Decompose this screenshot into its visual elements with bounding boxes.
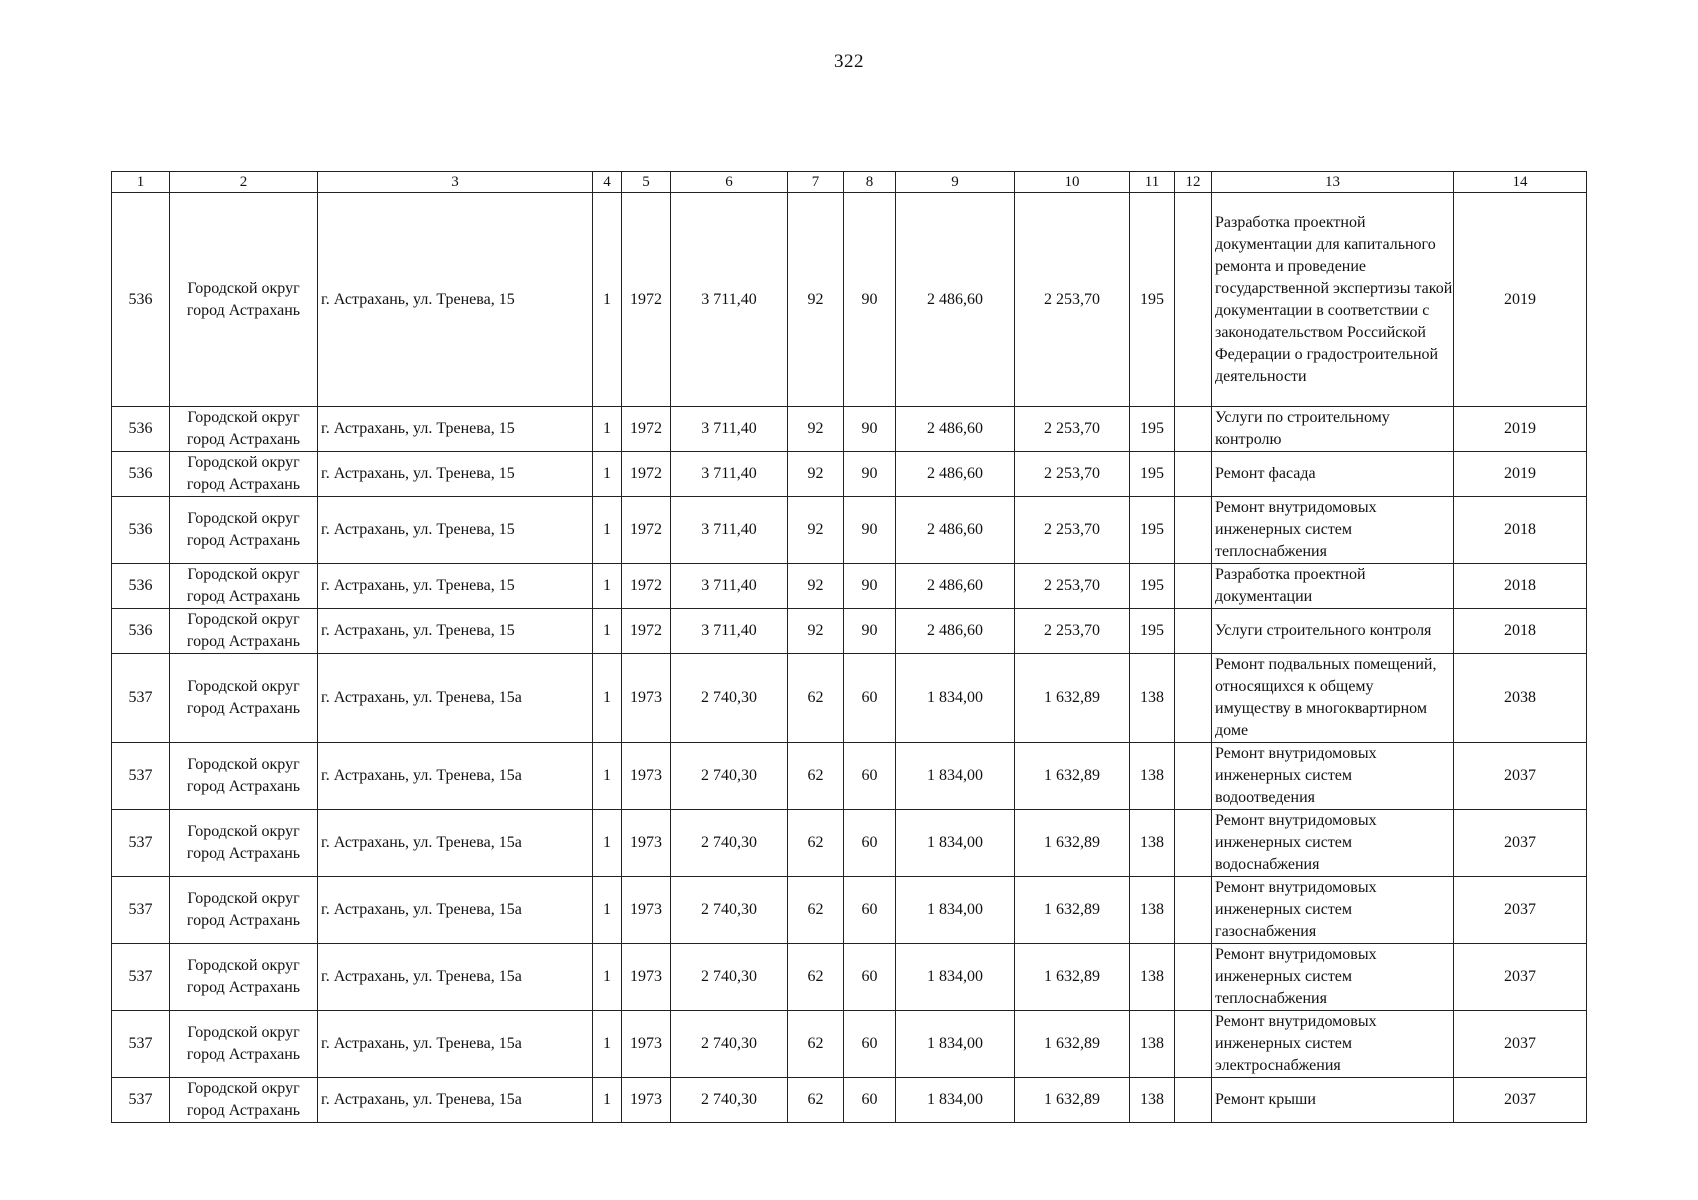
column-header-3: 3 xyxy=(318,172,593,193)
municipality-text: Городской округ город Астрахань xyxy=(186,454,301,493)
cell-total-area: 2 740,30 xyxy=(671,1011,788,1078)
cell-extra xyxy=(1175,1078,1212,1123)
table-row xyxy=(112,1078,1587,1123)
cell-build-year: 1973 xyxy=(622,810,671,877)
cell-address: г. Астрахань, ул. Тренева, 15 xyxy=(318,497,593,564)
cell-total-area: 3 711,40 xyxy=(671,407,788,452)
cell-living-area: 2 486,60 xyxy=(896,497,1015,564)
cell-build-year: 1973 xyxy=(622,944,671,1011)
column-header-10: 10 xyxy=(1015,172,1130,193)
cell-residents: 195 xyxy=(1130,609,1175,654)
cell-municipality xyxy=(170,407,318,452)
column-header-1: 1 xyxy=(112,172,170,193)
cell-total-area: 2 740,30 xyxy=(671,654,788,743)
municipality-text: Городской округ город Астрахань xyxy=(186,890,301,929)
cell-owners-area: 2 253,70 xyxy=(1015,497,1130,564)
cell-flats-residential: 90 xyxy=(844,193,896,407)
cell-planned-year: 2019 xyxy=(1454,193,1587,407)
cell-row-number: 537 xyxy=(112,877,170,944)
cell-municipality xyxy=(170,609,318,654)
page-number: 322 xyxy=(834,51,864,72)
cell-planned-year: 2019 xyxy=(1454,452,1587,497)
municipality-text: Городской округ город Астрахань xyxy=(186,1024,301,1063)
table-row xyxy=(112,407,1587,452)
cell-work-type: Ремонт внутридомовых инженерных систем теплоснабжения xyxy=(1212,944,1454,1011)
column-header-6: 6 xyxy=(671,172,788,193)
cell-municipality xyxy=(170,564,318,609)
cell-total-area: 2 740,30 xyxy=(671,1078,788,1123)
cell-planned-year: 2037 xyxy=(1454,1011,1587,1078)
cell-flats-total: 62 xyxy=(788,1011,844,1078)
cell-flats-total: 92 xyxy=(788,193,844,407)
cell-build-year: 1973 xyxy=(622,1011,671,1078)
cell-work-type: Ремонт внутридомовых инженерных систем теплоснабжения xyxy=(1212,497,1454,564)
cell-flats-total: 62 xyxy=(788,654,844,743)
cell-flats-residential: 90 xyxy=(844,452,896,497)
cell-residents: 138 xyxy=(1130,944,1175,1011)
cell-living-area: 2 486,60 xyxy=(896,452,1015,497)
cell-municipality xyxy=(170,654,318,743)
municipality-text: Городской округ город Астрахань xyxy=(186,756,301,795)
cell-build-year: 1972 xyxy=(622,609,671,654)
cell-address: г. Астрахань, ул. Тренева, 15 xyxy=(318,452,593,497)
table-row xyxy=(112,564,1587,609)
cell-sections: 1 xyxy=(593,877,622,944)
cell-flats-total: 92 xyxy=(788,609,844,654)
cell-municipality xyxy=(170,810,318,877)
municipality-text: Городской округ город Астрахань xyxy=(186,409,301,448)
cell-planned-year: 2018 xyxy=(1454,609,1587,654)
cell-flats-residential: 60 xyxy=(844,877,896,944)
cell-living-area: 1 834,00 xyxy=(896,877,1015,944)
cell-municipality xyxy=(170,1011,318,1078)
table-body xyxy=(112,172,1587,1123)
cell-owners-area: 1 632,89 xyxy=(1015,1078,1130,1123)
cell-address: г. Астрахань, ул. Тренева, 15а xyxy=(318,654,593,743)
cell-address: г. Астрахань, ул. Тренева, 15 xyxy=(318,609,593,654)
cell-row-number: 536 xyxy=(112,452,170,497)
cell-flats-total: 62 xyxy=(788,810,844,877)
cell-extra xyxy=(1175,564,1212,609)
cell-total-area: 3 711,40 xyxy=(671,193,788,407)
cell-flats-residential: 60 xyxy=(844,1078,896,1123)
cell-living-area: 1 834,00 xyxy=(896,944,1015,1011)
column-header-13: 13 xyxy=(1212,172,1454,193)
cell-row-number: 537 xyxy=(112,810,170,877)
cell-flats-residential: 90 xyxy=(844,407,896,452)
cell-extra xyxy=(1175,743,1212,810)
cell-address: г. Астрахань, ул. Тренева, 15а xyxy=(318,944,593,1011)
cell-planned-year: 2038 xyxy=(1454,654,1587,743)
cell-owners-area: 2 253,70 xyxy=(1015,609,1130,654)
cell-work-type: Ремонт внутридомовых инженерных систем газоснабжения xyxy=(1212,877,1454,944)
cell-extra xyxy=(1175,193,1212,407)
cell-owners-area: 1 632,89 xyxy=(1015,810,1130,877)
cell-work-type: Ремонт внутридомовых инженерных систем водоотведения xyxy=(1212,743,1454,810)
cell-row-number: 537 xyxy=(112,944,170,1011)
cell-total-area: 2 740,30 xyxy=(671,743,788,810)
repair-program-table xyxy=(111,171,1587,1123)
cell-row-number: 537 xyxy=(112,654,170,743)
cell-planned-year: 2037 xyxy=(1454,877,1587,944)
municipality-text: Городской округ город Астрахань xyxy=(186,611,301,650)
cell-work-type: Разработка проектной документации xyxy=(1212,564,1454,609)
cell-flats-residential: 60 xyxy=(844,810,896,877)
cell-residents: 138 xyxy=(1130,1011,1175,1078)
cell-extra xyxy=(1175,944,1212,1011)
cell-residents: 195 xyxy=(1130,497,1175,564)
cell-extra xyxy=(1175,452,1212,497)
table-row xyxy=(112,877,1587,944)
cell-row-number: 537 xyxy=(112,1078,170,1123)
cell-total-area: 3 711,40 xyxy=(671,564,788,609)
cell-flats-total: 92 xyxy=(788,564,844,609)
cell-total-area: 3 711,40 xyxy=(671,452,788,497)
cell-extra xyxy=(1175,609,1212,654)
cell-living-area: 1 834,00 xyxy=(896,654,1015,743)
cell-build-year: 1973 xyxy=(622,1078,671,1123)
cell-residents: 138 xyxy=(1130,743,1175,810)
cell-living-area: 2 486,60 xyxy=(896,609,1015,654)
cell-row-number: 536 xyxy=(112,609,170,654)
table-row xyxy=(112,743,1587,810)
municipality-text: Городской округ город Астрахань xyxy=(186,566,301,605)
column-header-4: 4 xyxy=(593,172,622,193)
cell-row-number: 536 xyxy=(112,407,170,452)
cell-residents: 138 xyxy=(1130,654,1175,743)
cell-owners-area: 2 253,70 xyxy=(1015,193,1130,407)
column-header-9: 9 xyxy=(896,172,1015,193)
cell-flats-residential: 90 xyxy=(844,497,896,564)
cell-address: г. Астрахань, ул. Тренева, 15а xyxy=(318,1011,593,1078)
cell-work-type: Разработка проектной документации для капитального ремонта и проведение государственной экспертизы такой документации в соответствии с законодательством Российской Федерации о градостроительной деятельности xyxy=(1212,193,1454,407)
cell-residents: 195 xyxy=(1130,407,1175,452)
cell-address: г. Астрахань, ул. Тренева, 15 xyxy=(318,193,593,407)
cell-build-year: 1973 xyxy=(622,877,671,944)
cell-living-area: 2 486,60 xyxy=(896,193,1015,407)
cell-extra xyxy=(1175,407,1212,452)
table-row xyxy=(112,452,1587,497)
cell-living-area: 2 486,60 xyxy=(896,407,1015,452)
cell-residents: 195 xyxy=(1130,193,1175,407)
cell-total-area: 2 740,30 xyxy=(671,810,788,877)
column-header-12: 12 xyxy=(1175,172,1212,193)
cell-extra xyxy=(1175,654,1212,743)
cell-extra xyxy=(1175,810,1212,877)
cell-municipality xyxy=(170,1078,318,1123)
cell-sections: 1 xyxy=(593,497,622,564)
cell-municipality xyxy=(170,877,318,944)
cell-work-type: Ремонт внутридомовых инженерных систем водоснабжения xyxy=(1212,810,1454,877)
column-header-11: 11 xyxy=(1130,172,1175,193)
cell-work-type: Ремонт фасада xyxy=(1212,452,1454,497)
cell-extra xyxy=(1175,1011,1212,1078)
cell-flats-residential: 60 xyxy=(844,743,896,810)
cell-work-type: Ремонт крыши xyxy=(1212,1078,1454,1123)
table-row xyxy=(112,654,1587,743)
cell-planned-year: 2037 xyxy=(1454,810,1587,877)
cell-planned-year: 2037 xyxy=(1454,743,1587,810)
cell-sections: 1 xyxy=(593,609,622,654)
table-row xyxy=(112,609,1587,654)
cell-municipality xyxy=(170,743,318,810)
cell-row-number: 536 xyxy=(112,193,170,407)
cell-living-area: 1 834,00 xyxy=(896,810,1015,877)
cell-flats-total: 92 xyxy=(788,452,844,497)
cell-owners-area: 1 632,89 xyxy=(1015,743,1130,810)
cell-planned-year: 2037 xyxy=(1454,944,1587,1011)
cell-row-number: 537 xyxy=(112,1011,170,1078)
cell-owners-area: 1 632,89 xyxy=(1015,1011,1130,1078)
cell-total-area: 2 740,30 xyxy=(671,877,788,944)
table-row xyxy=(112,944,1587,1011)
cell-sections: 1 xyxy=(593,452,622,497)
cell-address: г. Астрахань, ул. Тренева, 15а xyxy=(318,1078,593,1123)
cell-residents: 138 xyxy=(1130,1078,1175,1123)
cell-living-area: 2 486,60 xyxy=(896,564,1015,609)
cell-sections: 1 xyxy=(593,1011,622,1078)
column-header-7: 7 xyxy=(788,172,844,193)
cell-total-area: 2 740,30 xyxy=(671,944,788,1011)
table-row xyxy=(112,193,1587,407)
cell-total-area: 3 711,40 xyxy=(671,609,788,654)
cell-address: г. Астрахань, ул. Тренева, 15 xyxy=(318,564,593,609)
cell-planned-year: 2037 xyxy=(1454,1078,1587,1123)
cell-owners-area: 1 632,89 xyxy=(1015,877,1130,944)
cell-build-year: 1972 xyxy=(622,193,671,407)
cell-row-number: 536 xyxy=(112,564,170,609)
cell-municipality xyxy=(170,193,318,407)
table-row xyxy=(112,810,1587,877)
cell-flats-residential: 90 xyxy=(844,609,896,654)
cell-living-area: 1 834,00 xyxy=(896,1011,1015,1078)
cell-planned-year: 2018 xyxy=(1454,497,1587,564)
cell-build-year: 1972 xyxy=(622,497,671,564)
cell-residents: 195 xyxy=(1130,564,1175,609)
cell-flats-residential: 60 xyxy=(844,1011,896,1078)
cell-owners-area: 2 253,70 xyxy=(1015,564,1130,609)
cell-residents: 138 xyxy=(1130,810,1175,877)
municipality-text: Городской округ город Астрахань xyxy=(186,1080,301,1119)
cell-total-area: 3 711,40 xyxy=(671,497,788,564)
cell-owners-area: 1 632,89 xyxy=(1015,944,1130,1011)
cell-residents: 138 xyxy=(1130,877,1175,944)
cell-build-year: 1973 xyxy=(622,654,671,743)
cell-sections: 1 xyxy=(593,743,622,810)
table-row xyxy=(112,1011,1587,1078)
cell-sections: 1 xyxy=(593,944,622,1011)
cell-extra xyxy=(1175,877,1212,944)
cell-build-year: 1973 xyxy=(622,743,671,810)
cell-flats-total: 62 xyxy=(788,743,844,810)
municipality-text: Городской округ город Астрахань xyxy=(186,279,301,319)
cell-extra xyxy=(1175,497,1212,564)
cell-work-type: Услуги по строительному контролю xyxy=(1212,407,1454,452)
cell-build-year: 1972 xyxy=(622,407,671,452)
cell-flats-residential: 60 xyxy=(844,654,896,743)
cell-build-year: 1972 xyxy=(622,452,671,497)
column-header-14: 14 xyxy=(1454,172,1587,193)
cell-flats-total: 92 xyxy=(788,497,844,564)
cell-municipality xyxy=(170,452,318,497)
column-header-5: 5 xyxy=(622,172,671,193)
cell-address: г. Астрахань, ул. Тренева, 15а xyxy=(318,877,593,944)
cell-work-type: Ремонт внутридомовых инженерных систем электроснабжения xyxy=(1212,1011,1454,1078)
cell-address: г. Астрахань, ул. Тренева, 15а xyxy=(318,810,593,877)
header-row xyxy=(112,172,1587,193)
cell-municipality xyxy=(170,944,318,1011)
cell-living-area: 1 834,00 xyxy=(896,743,1015,810)
cell-build-year: 1972 xyxy=(622,564,671,609)
municipality-text: Городской округ город Астрахань xyxy=(186,510,301,549)
cell-sections: 1 xyxy=(593,564,622,609)
cell-sections: 1 xyxy=(593,193,622,407)
cell-planned-year: 2019 xyxy=(1454,407,1587,452)
cell-work-type: Услуги строительного контроля xyxy=(1212,609,1454,654)
cell-sections: 1 xyxy=(593,1078,622,1123)
column-header-2: 2 xyxy=(170,172,318,193)
cell-owners-area: 2 253,70 xyxy=(1015,452,1130,497)
cell-flats-total: 62 xyxy=(788,1078,844,1123)
cell-owners-area: 1 632,89 xyxy=(1015,654,1130,743)
municipality-text: Городской округ город Астрахань xyxy=(186,957,301,996)
municipality-text: Городской округ город Астрахань xyxy=(186,678,301,717)
cell-flats-total: 92 xyxy=(788,407,844,452)
cell-address: г. Астрахань, ул. Тренева, 15 xyxy=(318,407,593,452)
column-header-8: 8 xyxy=(844,172,896,193)
table-row xyxy=(112,497,1587,564)
cell-flats-residential: 90 xyxy=(844,564,896,609)
cell-residents: 195 xyxy=(1130,452,1175,497)
cell-planned-year: 2018 xyxy=(1454,564,1587,609)
cell-work-type: Ремонт подвальных помещений, относящихся к общему имуществу в многоквартирном доме xyxy=(1212,654,1454,743)
cell-sections: 1 xyxy=(593,810,622,877)
cell-row-number: 537 xyxy=(112,743,170,810)
cell-flats-residential: 60 xyxy=(844,944,896,1011)
cell-sections: 1 xyxy=(593,654,622,743)
cell-municipality xyxy=(170,497,318,564)
cell-address: г. Астрахань, ул. Тренева, 15а xyxy=(318,743,593,810)
cell-flats-total: 62 xyxy=(788,944,844,1011)
cell-owners-area: 2 253,70 xyxy=(1015,407,1130,452)
cell-row-number: 536 xyxy=(112,497,170,564)
cell-flats-total: 62 xyxy=(788,877,844,944)
municipality-text: Городской округ город Астрахань xyxy=(186,823,301,862)
cell-living-area: 1 834,00 xyxy=(896,1078,1015,1123)
cell-sections: 1 xyxy=(593,407,622,452)
